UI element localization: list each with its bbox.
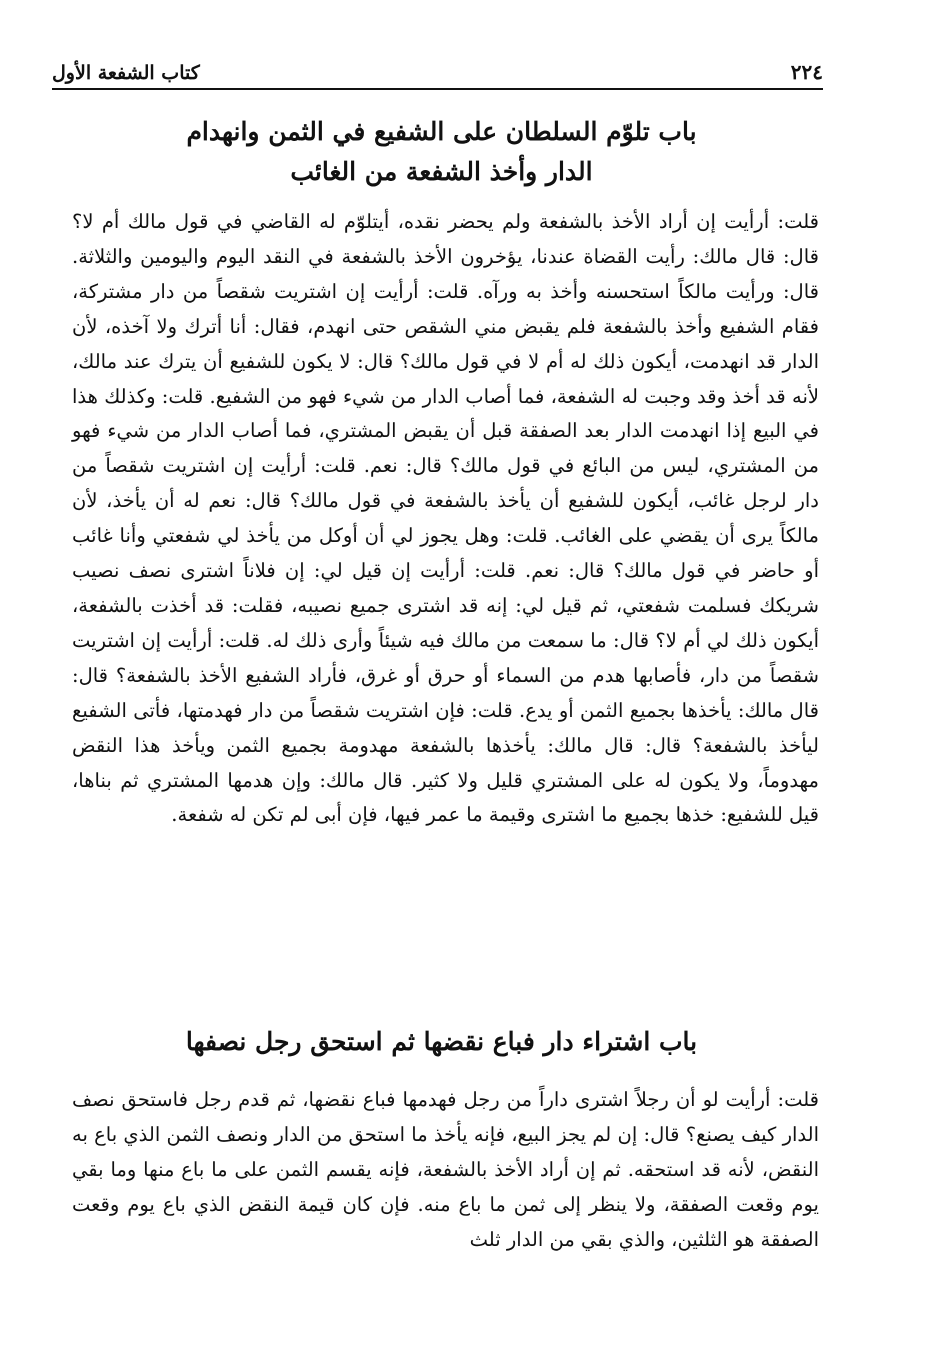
page-header: [52, 56, 823, 90]
running-title: كتاب الشفعة الأول: [52, 62, 200, 84]
chapter-title-line-1: باب تلوّم السلطان على الشفيع في الثمن وانهدام: [186, 117, 697, 146]
chapter-body-text: قلت: أرأيت لو أن رجلاً اشترى داراً من رجل فهدمها فباع نقضها، ثم قدم رجل فاستحق نصف الدار كيف يصنع؟ قال: إن لم يجز البيع، فإنه يأخذ ما استحق من الدار ونصف الثمن الذي باع به النقض، لأنه قد استحقه. ثم إن أراد الأخذ بالشفعة، فإنه يقسم الثمن على ما باع منها وما بقي يوم وقعت الصفقة، ولا ينظر إلى ثمن ما باع منه. فإن كان قيمة النقض الذي باع يوم وقعت الصفقة هو الثلثين، والذي بقي من الدار ثلث: [72, 1088, 819, 1251]
chapter-body-text: قلت: أرأيت إن أراد الأخذ بالشفعة ولم يحضر نقده، أيتلوّم له القاضي في قول مالك أم لا؟ قال: قال مالك: رأيت القضاة عندنا، يؤخرون الأخذ بالشفعة في النقد اليوم واليومين والثلاثة. قال: ورأيت مالكاً استحسنه وأخذ به ورآه. قلت: أرأيت إن اشتريت شقصاً من دار مشتركة، فقام الشفيع وأخذ بالشفعة فلم يقبض مني الشقص حتى انهدم، فقال: أنا أترك ولا آخذه، لأن الدار قد انهدمت، أيكون ذلك له أم لا في قول مالك؟ قال: لا يكون للشفيع أن يترك عند مالك، لأنه قد أخذ وقد وجبت له الشفعة، فما أصاب الدار من شيء فهو من الشفيع. قلت: وكذلك هذا في البيع إذا انهدمت الدار بعد الصفقة قبل أن يقبض المشتري، فما أصاب الدار من شيء فهو من المشتري، ليس من البائع في قول مالك؟ قال: نعم. قلت: أرأيت إن اشتريت شقصاً من دار لرجل غائب، أيكون للشفيع أن يأخذ بالشفعة في قول مالك؟ قال: نعم له أن يأخذ، لأن مالكاً يرى أن يقضي على الغائب. قلت: وهل يجوز لي أن أوكل من يأخذ لي شفعتي وأنا غائب أو حاضر في قول مالك؟ قال: نعم. قلت: أرأيت إن قيل لي: إن فلاناً اشترى نصف نصيب شريكك فسلمت شفعتي، ثم قيل لي: إنه قد اشترى جميع نصيبه، فقلت: قد أخذت بالشفعة، أيكون ذلك لي أم لا؟ قال: ما سمعت من مالك فيه شيئاً وأرى ذلك له. قلت: أرأيت إن اشتريت شقصاً من دار، فأصابها هدم من السماء أو حرق أو غرق، فأراد الشفيع الأخذ بالشفعة؟ قال: قال مالك: يأخذها بجميع الثمن أو يدع. قلت: فإن اشتريت شقصاً من دار فهدمتها، فأتى الشفيع ليأخذ بالشفعة؟ قال: قال مالك: يأخذها بالشفعة مهدومة بجميع الثمن ويأخذ هذا النقض مهدوماً، ولا يكون له على المشتري قليل ولا كثير. قال مالك: وإن هدمها المشتري ثم بناها، قيل للشفيع: خذها بجميع ما اشترى وقيمة ما عمر فيها، فإن أبى لم تكن له شفعة.: [72, 210, 819, 827]
chapter-title: [60, 112, 823, 192]
chapter-title: [60, 1022, 823, 1062]
chapter-title-line-2: الدار وأخذ الشفعة من الغائب: [290, 157, 593, 186]
page-number: ٢٢٤: [790, 60, 823, 84]
chapter-title-line-1: باب اشتراء دار فباع نقضها ثم استحق رجل نصفها: [185, 1027, 698, 1056]
